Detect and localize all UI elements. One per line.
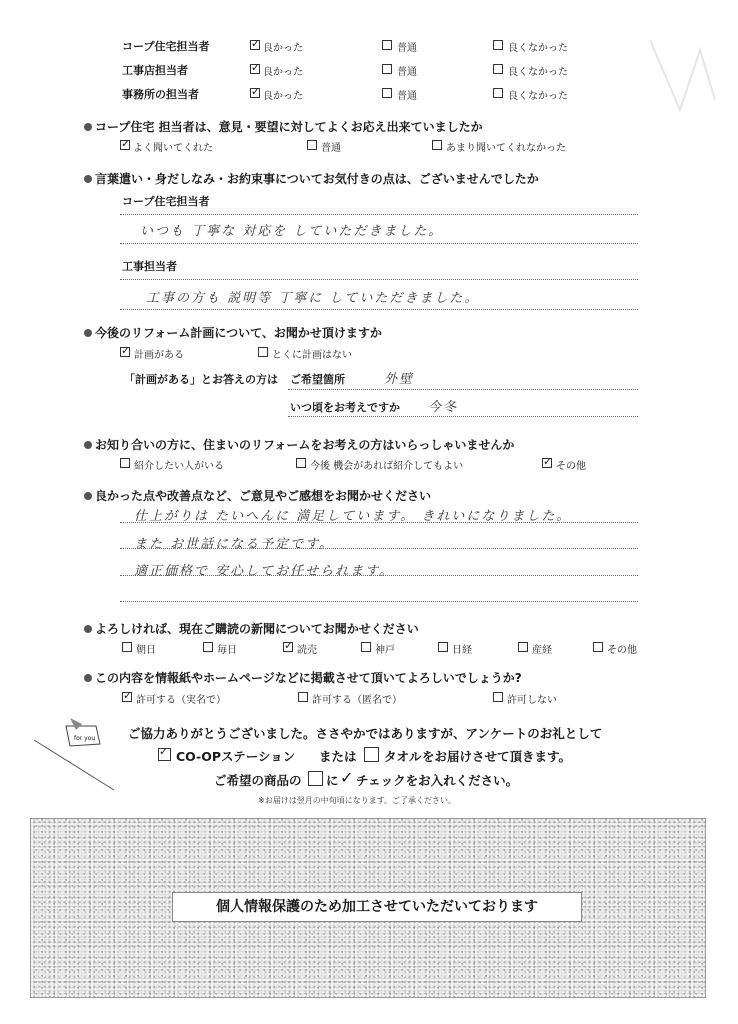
newspaper-option: その他: [607, 645, 637, 656]
gift-tag-text: for you: [74, 735, 96, 742]
rating-option-label: 普通: [397, 43, 417, 54]
response-checkbox[interactable]: [307, 140, 317, 150]
rating-checkbox[interactable]: [493, 64, 503, 74]
gift-towel-checkbox[interactable]: [364, 747, 379, 762]
when-label: いつ頃をお考えですか: [290, 401, 400, 414]
future-checkbox[interactable]: [120, 347, 130, 357]
question-text: お知り合いの方に、住まいのリフォームをお考えの方はいらっしゃいませんか: [95, 438, 515, 452]
coop-staff-answer[interactable]: いつも 丁寧な 対応を していただきました。: [140, 224, 444, 239]
gift-suffix: をお届けさせて頂きます。: [422, 749, 572, 764]
newspaper-option: 神戸: [375, 645, 395, 656]
newspaper-checkbox[interactable]: [283, 642, 293, 652]
question-future-title: [84, 324, 382, 341]
referral-option: 今後 機会があれば紹介してもよい: [310, 461, 464, 472]
divider: [120, 522, 638, 523]
divider: [120, 279, 638, 280]
rating-row-label: コープ住宅担当者: [122, 40, 210, 53]
question-newspaper-title: [84, 620, 419, 637]
divider: [120, 309, 638, 310]
rating-checkbox[interactable]: [493, 40, 503, 50]
referral-option: 紹介したい人がいる: [134, 461, 224, 472]
gift-or: または: [319, 749, 357, 764]
publish-checkbox[interactable]: [493, 692, 503, 702]
rating-checkbox[interactable]: [382, 64, 392, 74]
newspaper-option: 読売: [297, 645, 317, 656]
newspaper-option: 朝日: [136, 645, 156, 656]
publish-checkbox[interactable]: [298, 692, 308, 702]
rating-checkbox[interactable]: [250, 88, 260, 98]
question-feedback-title: [84, 487, 431, 504]
future-checkbox[interactable]: [258, 347, 268, 357]
rating-option-label: 普通: [397, 67, 417, 78]
coop-staff-label: コープ住宅担当者: [122, 195, 210, 208]
rating-option-label: 良かった: [263, 67, 303, 78]
rating-option-label: 良くなかった: [508, 67, 568, 78]
response-option: 普通: [321, 143, 341, 154]
gift-thanks: ご協力ありがとうございました。ささやかではありますが、アンケートのお礼として: [128, 726, 603, 741]
gift-instruction-mid: に: [326, 773, 339, 788]
construction-staff-answer[interactable]: 工事の方も 説明等 丁寧に していただきました。: [146, 291, 480, 306]
rating-checkbox[interactable]: [250, 64, 260, 74]
delivery-note: ※お届けは翌月の中旬頃になります。ご了承ください。: [258, 796, 457, 805]
question-text: 今後のリフォーム計画について、お聞かせ頂けますか: [95, 326, 382, 340]
privacy-notice: 個人情報保護のため加工させていただいております: [172, 892, 582, 922]
bullet-icon: [84, 175, 92, 183]
gift-instruction-pre: ご希望の商品の: [214, 773, 302, 788]
question-referral-title: [84, 436, 514, 453]
newspaper-checkbox[interactable]: [203, 642, 213, 652]
rating-checkbox[interactable]: [382, 40, 392, 50]
checkmark-icon: ✓: [340, 768, 354, 787]
rating-checkbox[interactable]: [382, 88, 392, 98]
gift-option-coop: CO-OPステーション: [176, 749, 296, 764]
newspaper-checkbox[interactable]: [518, 642, 528, 652]
rating-checkbox[interactable]: [250, 40, 260, 50]
referral-checkbox[interactable]: [120, 458, 130, 468]
future-option: とくに計画はない: [272, 350, 352, 361]
newspaper-option: 産経: [532, 645, 552, 656]
divider: [120, 214, 638, 215]
response-checkbox[interactable]: [120, 140, 130, 150]
bullet-icon: [84, 441, 92, 449]
response-checkbox[interactable]: [432, 140, 442, 150]
gift-tag-icon: [30, 712, 120, 794]
bullet-icon: [84, 123, 92, 131]
rating-row-label: 工事店担当者: [122, 64, 188, 77]
newspaper-checkbox[interactable]: [122, 642, 132, 652]
feedback-line[interactable]: 仕上がりは たいへんに 満足しています。 きれいになりました。: [134, 509, 572, 524]
divider: [120, 575, 638, 576]
publish-option: 許可する（匿名で）: [312, 695, 402, 706]
newspaper-checkbox[interactable]: [361, 642, 371, 652]
question-text: コープ住宅 担当者は、意見・要望に対してよくお応え出来ていましたか: [95, 120, 483, 134]
feedback-line[interactable]: 適正価格で 安心してお任せられます。: [134, 564, 395, 579]
response-option: よく聞いてくれた: [133, 143, 213, 154]
when-answer[interactable]: 今冬: [428, 400, 459, 415]
bullet-icon: [84, 329, 92, 337]
divider: [120, 601, 638, 602]
gift-instruction-box-icon: [308, 771, 323, 786]
future-option: 計画がある: [134, 350, 184, 361]
divider: [288, 389, 638, 390]
divider: [120, 243, 638, 244]
place-label: ご希望箇所: [290, 373, 345, 386]
rating-option-label: 良かった: [263, 43, 303, 54]
gift-coop-checkbox[interactable]: [158, 748, 171, 761]
followup-label: 「計画がある」とお答えの方は: [124, 373, 278, 386]
gift-option-towel: タオル: [384, 749, 422, 764]
referral-checkbox[interactable]: [542, 458, 552, 468]
referral-checkbox[interactable]: [296, 458, 306, 468]
question-manners-title: [84, 170, 539, 187]
feedback-line[interactable]: また お世話になる予定です。: [134, 537, 335, 552]
bullet-icon: [84, 492, 92, 500]
newspaper-option: 毎日: [217, 645, 237, 656]
rating-option-label: 良くなかった: [508, 43, 568, 54]
question-text: よろしければ、現在ご購読の新聞についてお聞かせください: [95, 622, 419, 636]
rating-option-label: 良かった: [263, 91, 303, 102]
gift-instruction-post: チェックをお入れください。: [356, 773, 519, 788]
response-option: あまり聞いてくれなかった: [446, 143, 566, 154]
divider: [288, 416, 638, 417]
rating-option-label: 普通: [397, 91, 417, 102]
newspaper-checkbox[interactable]: [438, 642, 448, 652]
faint-sketch-icon: [640, 30, 720, 120]
question-text: 言葉遣い・身だしなみ・お約束事についてお気付きの点は、ございませんでしたか: [95, 172, 539, 186]
newspaper-option: 日経: [452, 645, 472, 656]
rating-checkbox[interactable]: [493, 88, 503, 98]
referral-option: その他: [556, 461, 586, 472]
bullet-icon: [84, 625, 92, 633]
publish-option: 許可する（実名で）: [136, 695, 226, 706]
question-publish-title: [84, 669, 522, 686]
newspaper-checkbox[interactable]: [593, 642, 603, 652]
question-response-title: [84, 118, 483, 135]
publish-option: 許可しない: [507, 695, 557, 706]
place-answer[interactable]: 外壁: [384, 372, 415, 387]
rating-option-label: 良くなかった: [508, 91, 568, 102]
construction-staff-label: 工事担当者: [122, 260, 177, 273]
bullet-icon: [84, 674, 92, 682]
question-text: 良かった点や改善点など、ご意見やご感想をお聞かせください: [95, 489, 432, 503]
rating-row-label: 事務所の担当者: [122, 88, 199, 101]
divider: [120, 548, 638, 549]
publish-checkbox[interactable]: [122, 692, 132, 702]
question-text: この内容を情報紙やホームページなどに掲載させて頂いてよろしいでしょうか?: [95, 671, 522, 685]
